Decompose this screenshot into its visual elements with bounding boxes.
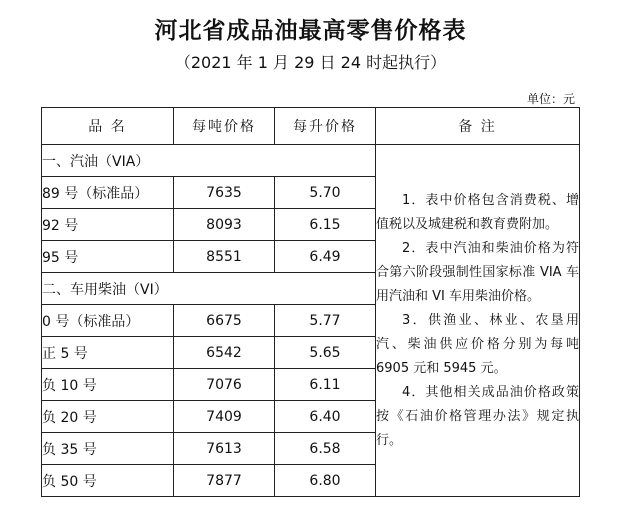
remark-note: 4．其他相关成品油价格政策按《石油价格管理办法》规定执行。 bbox=[376, 384, 579, 448]
price-per-ton: 7409 bbox=[174, 401, 275, 433]
remarks-cell bbox=[376, 145, 580, 497]
price-per-liter: 6.15 bbox=[275, 209, 376, 241]
product-name: 正 5 号 bbox=[42, 337, 174, 369]
price-per-liter: 5.77 bbox=[275, 305, 376, 337]
page-title: 河北省成品油最高零售价格表 bbox=[154, 17, 467, 44]
price-per-ton: 6542 bbox=[174, 337, 275, 369]
header-product-name: 品 名 bbox=[42, 108, 174, 145]
price-per-liter: 6.58 bbox=[275, 433, 376, 465]
product-name: 负 10 号 bbox=[42, 369, 174, 401]
price-table bbox=[41, 107, 580, 497]
product-name: 负 20 号 bbox=[42, 401, 174, 433]
remark-note: 3．供渔业、林业、农垦用汽、柴油供应价格分别为每吨 6905 元和 5945 元。 bbox=[376, 312, 579, 376]
price-per-ton: 8093 bbox=[174, 209, 275, 241]
price-per-ton: 7635 bbox=[174, 177, 275, 209]
price-per-liter: 6.11 bbox=[275, 369, 376, 401]
price-per-ton: 6675 bbox=[174, 305, 275, 337]
effective-date: （2021 年 1 月 29 日 24 时起执行） bbox=[174, 53, 447, 72]
header-remarks: 备 注 bbox=[376, 108, 580, 145]
product-name: 92 号 bbox=[42, 209, 174, 241]
price-per-ton: 8551 bbox=[174, 241, 275, 273]
section-title-diesel: 二、车用柴油（VI） bbox=[42, 273, 376, 305]
price-per-ton: 7076 bbox=[174, 369, 275, 401]
section-title-gasoline: 一、汽油（VIA） bbox=[42, 145, 376, 177]
product-name: 负 50 号 bbox=[42, 465, 174, 497]
product-name: 89 号（标准品） bbox=[42, 177, 174, 209]
product-name: 0 号（标准品） bbox=[42, 305, 174, 337]
remark-note: 2．表中汽油和柴油价格为符合第六阶段强制性国家标准 VIA 车用汽油和 VI 车用柴油价格。 bbox=[376, 240, 579, 304]
remark-note: 1．表中价格包含消费税、增值税以及城建税和教育费附加。 bbox=[376, 192, 579, 232]
price-per-liter: 5.70 bbox=[275, 177, 376, 209]
price-per-liter: 6.40 bbox=[275, 401, 376, 433]
product-name: 负 35 号 bbox=[42, 433, 174, 465]
header-price-per-liter: 每升价格 bbox=[275, 108, 376, 145]
table-header-row bbox=[42, 108, 580, 145]
section-row-gasoline bbox=[42, 145, 580, 177]
unit-label: 单位：元 bbox=[526, 92, 575, 106]
price-per-liter: 6.49 bbox=[275, 241, 376, 273]
price-per-ton: 7613 bbox=[174, 433, 275, 465]
price-per-liter: 6.80 bbox=[275, 465, 376, 497]
header-price-per-ton: 每吨价格 bbox=[174, 108, 275, 145]
price-per-ton: 7877 bbox=[174, 465, 275, 497]
price-per-liter: 5.65 bbox=[275, 337, 376, 369]
product-name: 95 号 bbox=[42, 241, 174, 273]
